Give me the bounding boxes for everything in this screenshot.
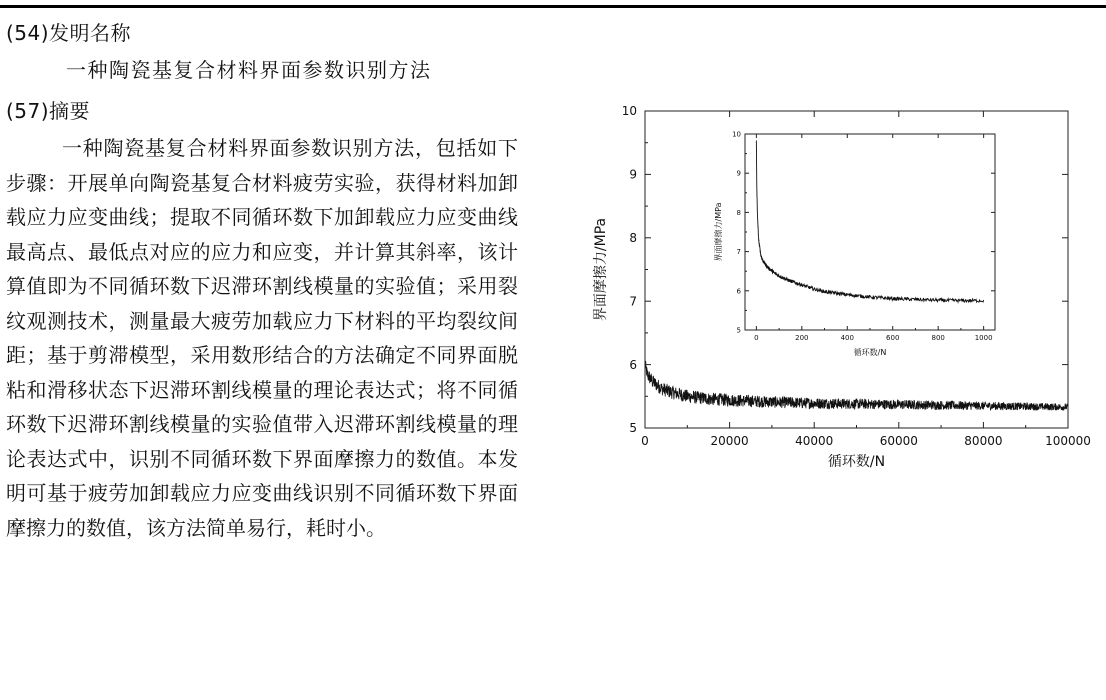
inset-chart-x-axis-label: 循环数/N — [853, 348, 887, 357]
main-chart-x-tick-label: 40000 — [795, 434, 834, 448]
section-57-title: (57)摘要 — [6, 99, 91, 123]
main-chart-x-tick-label: 0 — [641, 434, 649, 448]
top-rule — [0, 5, 1106, 8]
main-chart-y-axis-label: 界面摩擦力/MPa — [593, 217, 609, 322]
inset-chart-y-tick-label: 6 — [736, 287, 741, 296]
main-chart-y-tick-label: 6 — [629, 357, 637, 372]
main-chart-x-tick-label: 60000 — [879, 434, 918, 448]
inset-chart-x-tick-label: 200 — [795, 334, 809, 342]
main-chart-x-tick-label: 100000 — [1045, 434, 1091, 448]
invention-name: 一种陶瓷基复合材料界面参数识别方法 — [66, 58, 432, 82]
main-chart-x-tick-label: 80000 — [964, 434, 1003, 448]
inset-chart-x-tick-label: 400 — [840, 334, 854, 342]
friction-chart — [570, 98, 1100, 478]
inset-chart-y-tick-label: 9 — [736, 169, 741, 178]
main-chart-y-tick-label: 7 — [629, 294, 637, 309]
inset-chart-y-tick-label: 8 — [736, 208, 741, 217]
main-chart-y-tick-label: 5 — [629, 421, 637, 436]
inset-chart-x-tick-label: 1000 — [974, 334, 993, 342]
inset-chart-x-tick-label: 0 — [754, 334, 759, 342]
inset-chart-x-tick-label: 800 — [931, 334, 945, 342]
inset-chart-x-tick-label: 600 — [886, 334, 900, 342]
inset-chart-y-axis-label: 界面摩擦力/MPa — [714, 202, 723, 262]
inset-chart-y-tick-label: 10 — [732, 130, 741, 139]
main-chart-y-tick-label: 10 — [621, 104, 637, 119]
main-chart-y-tick-label: 9 — [629, 167, 637, 182]
abstract-text: 一种陶瓷基复合材料界面参数识别方法，包括如下步骤：开展单向陶瓷基复合材料疲劳实验，获得材料加卸载应力应变曲线；提取不同循环数下加卸载应力应变曲线最高点、最低点对应的应力和应变，并计算其斜率，该计算值即为不同循环数下迟滞环割线模量的实验值；采用裂纹观测技术，测量最大疲劳加载应力下材料的平均裂纹间距；基于剪滞模型，采用数形结合的方法确定不同界面脱粘和滑移状态下迟滞环割线模量的理论表达式；将不同循环数下迟滞环割线模量的实验值带入迟滞环割线模量的理论表达式中，识别不同循环数下界面摩擦力的数值。本发明可基于疲劳加卸载应力应变曲线识别不同循环数下界面摩擦力的数值，该方法简单易行，耗时小。 — [6, 136, 518, 540]
main-chart-x-axis-label: 循环数/N — [827, 454, 886, 470]
main-chart-x-tick-label: 20000 — [710, 434, 749, 448]
main-chart-data-line — [645, 361, 1068, 411]
inset-chart-y-tick-label: 5 — [736, 326, 741, 335]
main-chart-y-tick-label: 8 — [629, 231, 637, 245]
friction-figure — [570, 98, 1100, 478]
inset-chart-y-tick-label: 7 — [736, 248, 741, 257]
section-54-title: (54)发明名称 — [6, 21, 132, 45]
